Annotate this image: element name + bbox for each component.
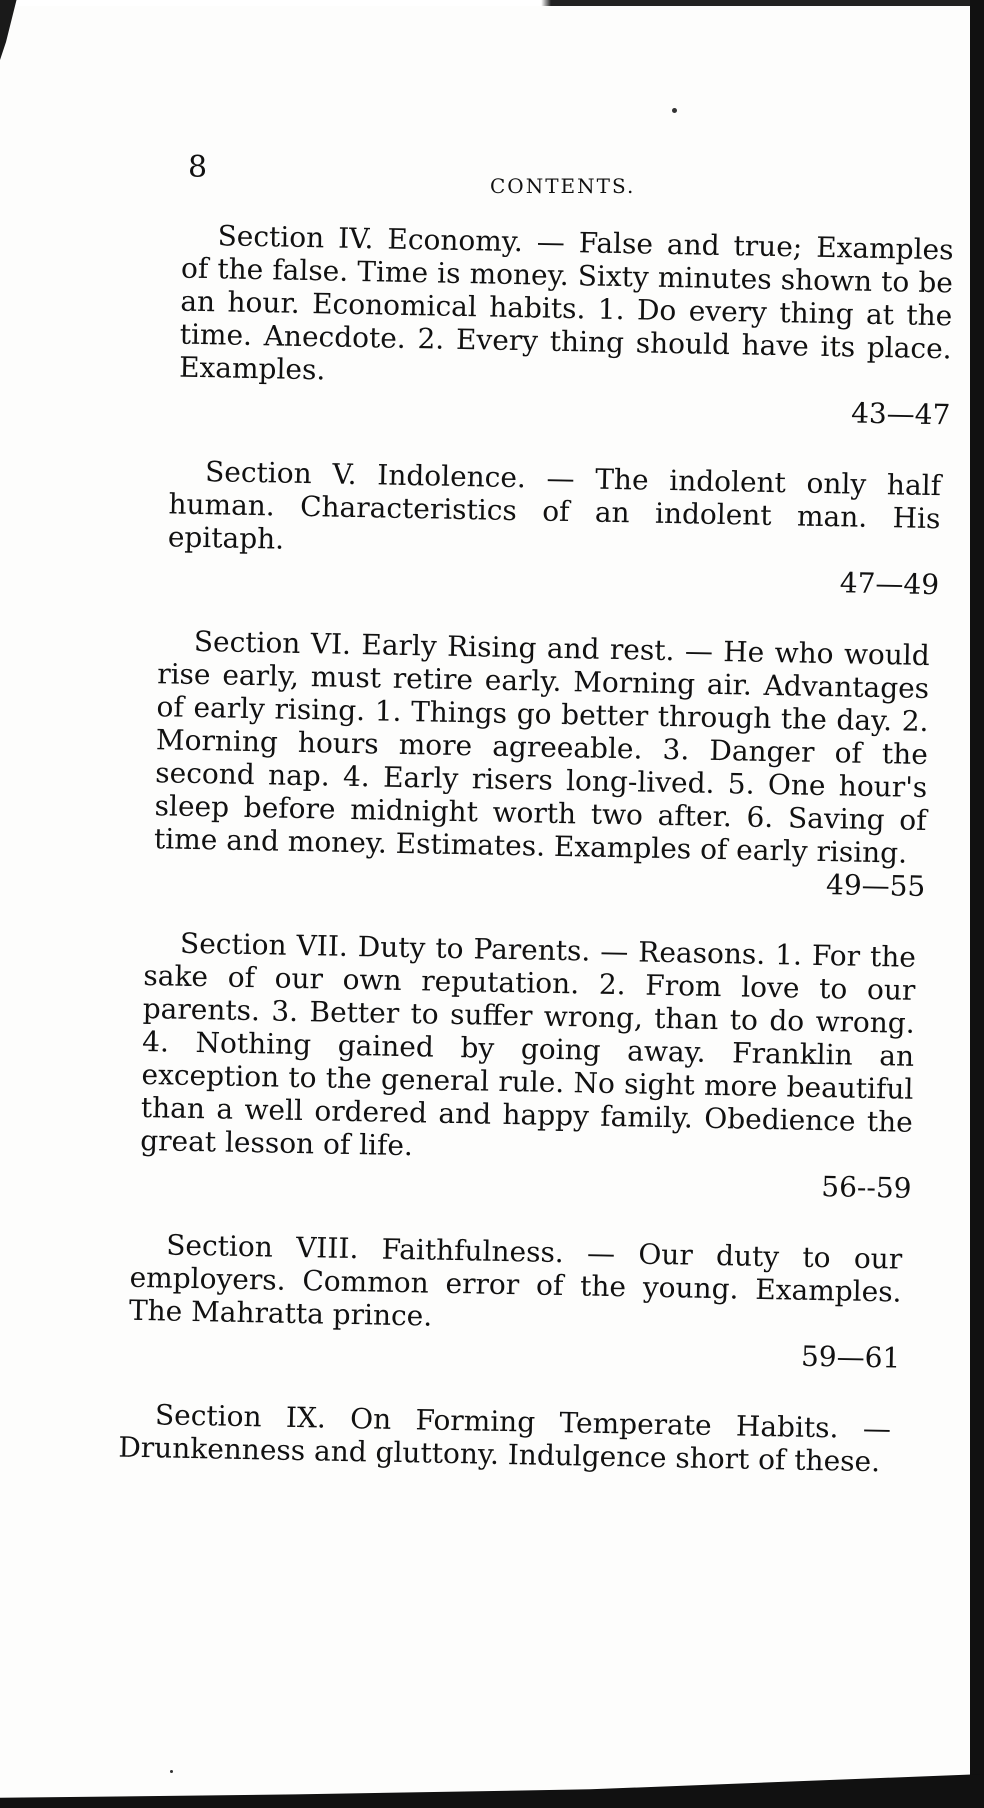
contents-entry-section-ix [118, 1398, 891, 1479]
entry-pages: 49—55 [825, 868, 926, 904]
entry-pages: 47—49 [839, 566, 940, 602]
page-number: 8 [188, 150, 208, 185]
running-head: CONTENTS. [490, 174, 636, 198]
entry-pages: 43—47 [850, 396, 951, 432]
contents-entry-section-vii [139, 926, 916, 1205]
entry-text: Section IV. Economy. — False and true; Examples of the false. Time is money. Sixty minutes shown to be an hour. Economical habits. 1. Do every thing at the time. Anecdote. 2. Every thing should have its place. Examples. [178, 219, 954, 387]
speck [170, 1770, 173, 1773]
entry-text: Section VII. Duty to Parents. — Reasons. 1. For the sake of our own reputation. 2. From love to our parents. 3. Better to suffer wrong, than to do wrong. 4. Nothing gained by going away. Franklin an exception to the general rule. No sight more beautiful than a well ordered and happy family. Obedience the great lesson of life. [139, 926, 917, 1163]
entry-text: Section IX. On Forming Temperate Habits. — Drunkenness and gluttony. Indulgence short of these. [118, 1398, 892, 1479]
contents-list [118, 218, 954, 1517]
speck [672, 108, 677, 113]
scan-corner-mark [0, 0, 30, 60]
entry-text: Section VI. Early Rising and rest. — He who would rise early, must retire early. Morning air. Advantages of early rising. 1. Things go better through the day. 2. Morning hours more agreeable. 3. Danger of the second nap. 4. Early risers long-lived. 5. One hour's sleep before midnight worth two after. 6. Saving of time and money. Estimates. Examples of early rising. [153, 624, 931, 870]
contents-entry-section-vi [153, 624, 930, 903]
scan-edge-top [0, 0, 984, 6]
contents-entry-section-viii [128, 1228, 902, 1375]
entry-pages: 59—61 [800, 1339, 901, 1375]
entry-text: Section V. Indolence. — The indolent only half human. Characteristics of an indolent man. His epitaph. [167, 455, 942, 556]
scan-edge-bottom [0, 1774, 984, 1808]
entry-text: Section VIII. Faithfulness. — Our duty to our employers. Common error of the young. Examples. The Mahratta prince. [128, 1228, 903, 1333]
entry-pages: 56--59 [821, 1170, 912, 1205]
contents-entry-section-iv [178, 219, 954, 432]
scan-edge-right [970, 0, 984, 1808]
contents-entry-section-v [167, 454, 941, 601]
